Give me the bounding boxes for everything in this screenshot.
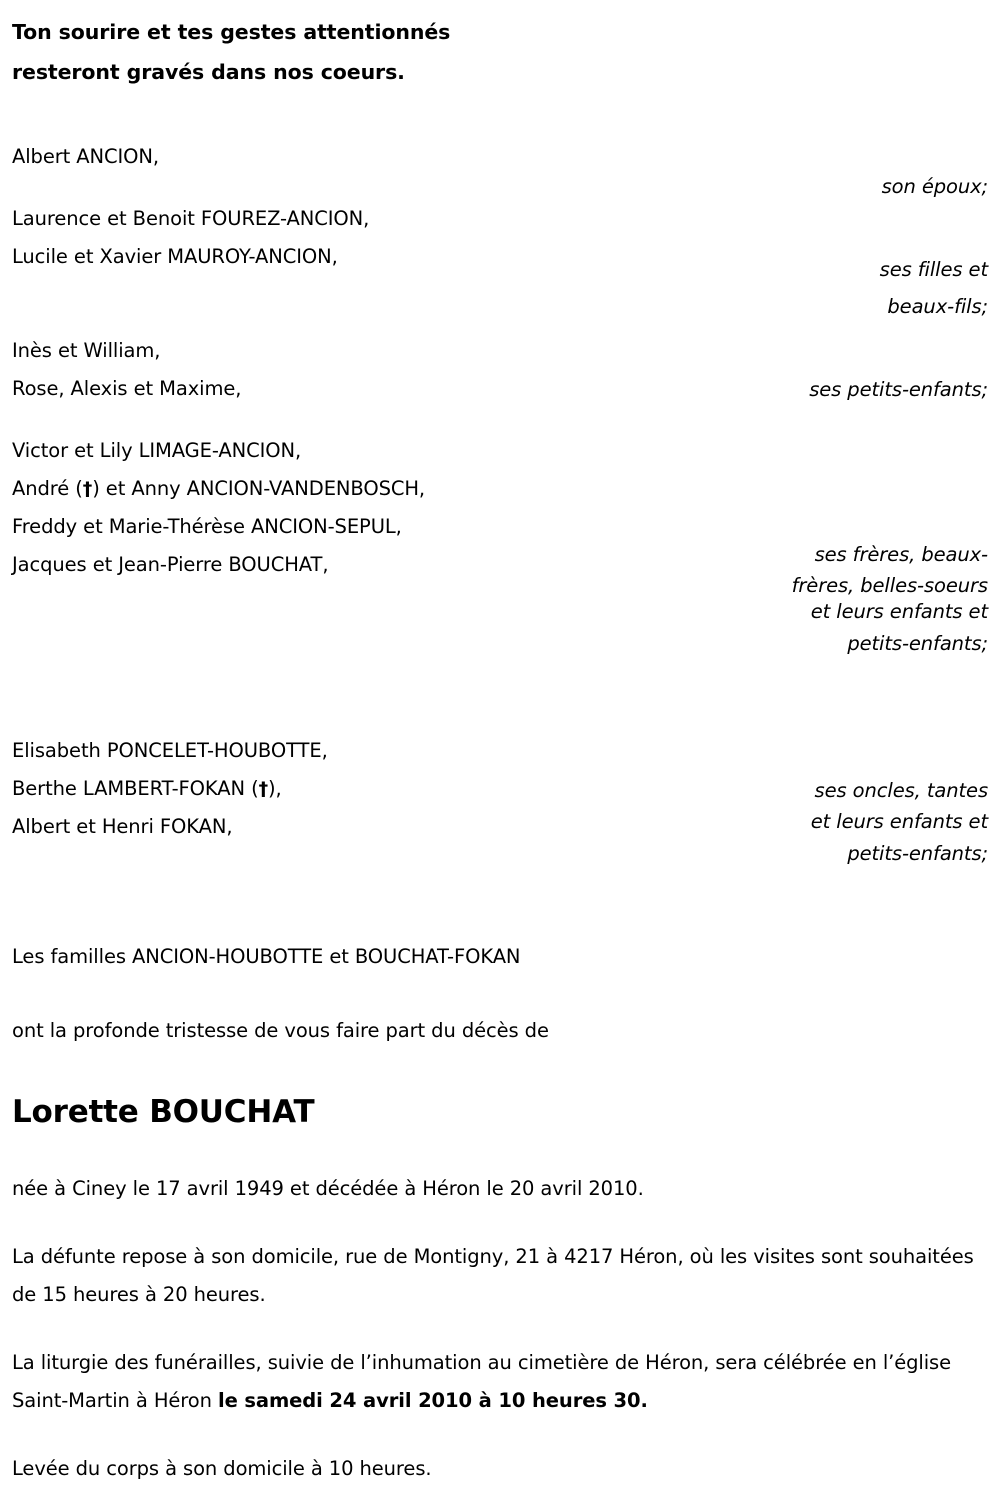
relative-name: Berthe LAMBERT-FOKAN (†), — [12, 777, 282, 800]
relative-name: Inès et William, — [12, 339, 161, 362]
spacer — [12, 1050, 988, 1090]
relationship-label: son époux; — [881, 175, 988, 198]
epitaph-line-1: Ton sourire et tes gestes attentionnés — [12, 20, 451, 44]
spacer — [12, 176, 652, 200]
relative-name: Lucile et Xavier MAUROY-ANCION, — [12, 245, 338, 268]
relative-name-text: André (†) et Anny ANCION-VANDENBOSCH, — [12, 477, 426, 500]
levee-paragraph: Levée du corps à son domicile à 10 heures. — [12, 1457, 432, 1480]
spacer — [588, 138, 988, 168]
relative-name: Laurence et Benoit FOUREZ-ANCION, — [12, 207, 370, 230]
liturgy-paragraph — [12, 1344, 988, 1420]
relative-name: Albert ANCION, — [12, 145, 160, 168]
families-line: Les familles ANCION-HOUBOTTE et BOUCHAT-FOKAN — [12, 945, 521, 968]
announcement-intro: ont la profonde tristesse de vous faire part du décès de — [12, 1019, 549, 1042]
spacer — [12, 1208, 988, 1238]
relationship-label: ses oncles, tantes — [814, 779, 988, 802]
repose-paragraph: La défunte repose à son domicile, rue de Montigny, 21 à 4217 Héron, où les visites sont souhaitées de 15 heures à 20 heures. — [12, 1245, 974, 1306]
spacer — [12, 1314, 988, 1344]
spacer — [12, 408, 652, 432]
relationship-label: petits-enfants; — [847, 842, 988, 865]
relationship-label: et leurs enfants et — [810, 600, 988, 623]
relatives-names-column — [12, 138, 652, 846]
announcement-block — [12, 938, 988, 1488]
relative-name: Freddy et Marie-Thérèse ANCION-SEPUL, — [12, 515, 402, 538]
spacer — [588, 205, 988, 251]
relatives-labels-column — [588, 138, 988, 872]
liturgy-datetime: le samedi 24 avril 2010 à 10 heures 30. — [217, 1389, 648, 1412]
relationship-label: petits-enfants; — [847, 632, 988, 655]
relative-name: Elisabeth PONCELET-HOUBOTTE, — [12, 739, 328, 762]
epitaph-line-2: resteront gravés dans nos coeurs. — [12, 60, 405, 84]
relationship-label: ses petits-enfants; — [809, 378, 988, 401]
spacer — [12, 584, 652, 732]
spacer — [12, 276, 652, 332]
relationship-label: beaux-fils; — [887, 295, 988, 318]
relationship-label: ses frères, beaux- — [814, 543, 988, 566]
deceased-name: Lorette BOUCHAT — [12, 1094, 315, 1130]
spacer — [12, 1420, 988, 1450]
relative-name: Albert et Henri FOKAN, — [12, 815, 233, 838]
birth-death-line: née à Ciney le 17 avril 1949 et décédée à Héron le 20 avril 2010. — [12, 1177, 644, 1200]
relative-name: Jacques et Jean-Pierre BOUCHAT, — [12, 553, 329, 576]
relationship-label: frères, belles-soeurs — [791, 574, 988, 597]
epitaph-block — [12, 12, 792, 92]
spacer — [588, 325, 988, 371]
relationship-label: et leurs enfants et — [810, 810, 988, 833]
spacer — [12, 1134, 988, 1170]
relatives-section — [0, 138, 1000, 968]
relative-name — [12, 470, 652, 508]
liturgy-text: La liturgie des funérailles, suivie de l’inhumation au cimetière de Héron, sera célébrée en l’église Saint-Martin à Héron — [12, 1351, 952, 1412]
spacer — [12, 976, 988, 1012]
spacer — [588, 408, 988, 536]
relative-name: Victor et Lily LIMAGE-ANCION, — [12, 439, 302, 462]
spacer — [588, 662, 988, 772]
relative-name: Rose, Alexis et Maxime, — [12, 377, 242, 400]
relationship-label: ses filles et — [879, 258, 988, 281]
